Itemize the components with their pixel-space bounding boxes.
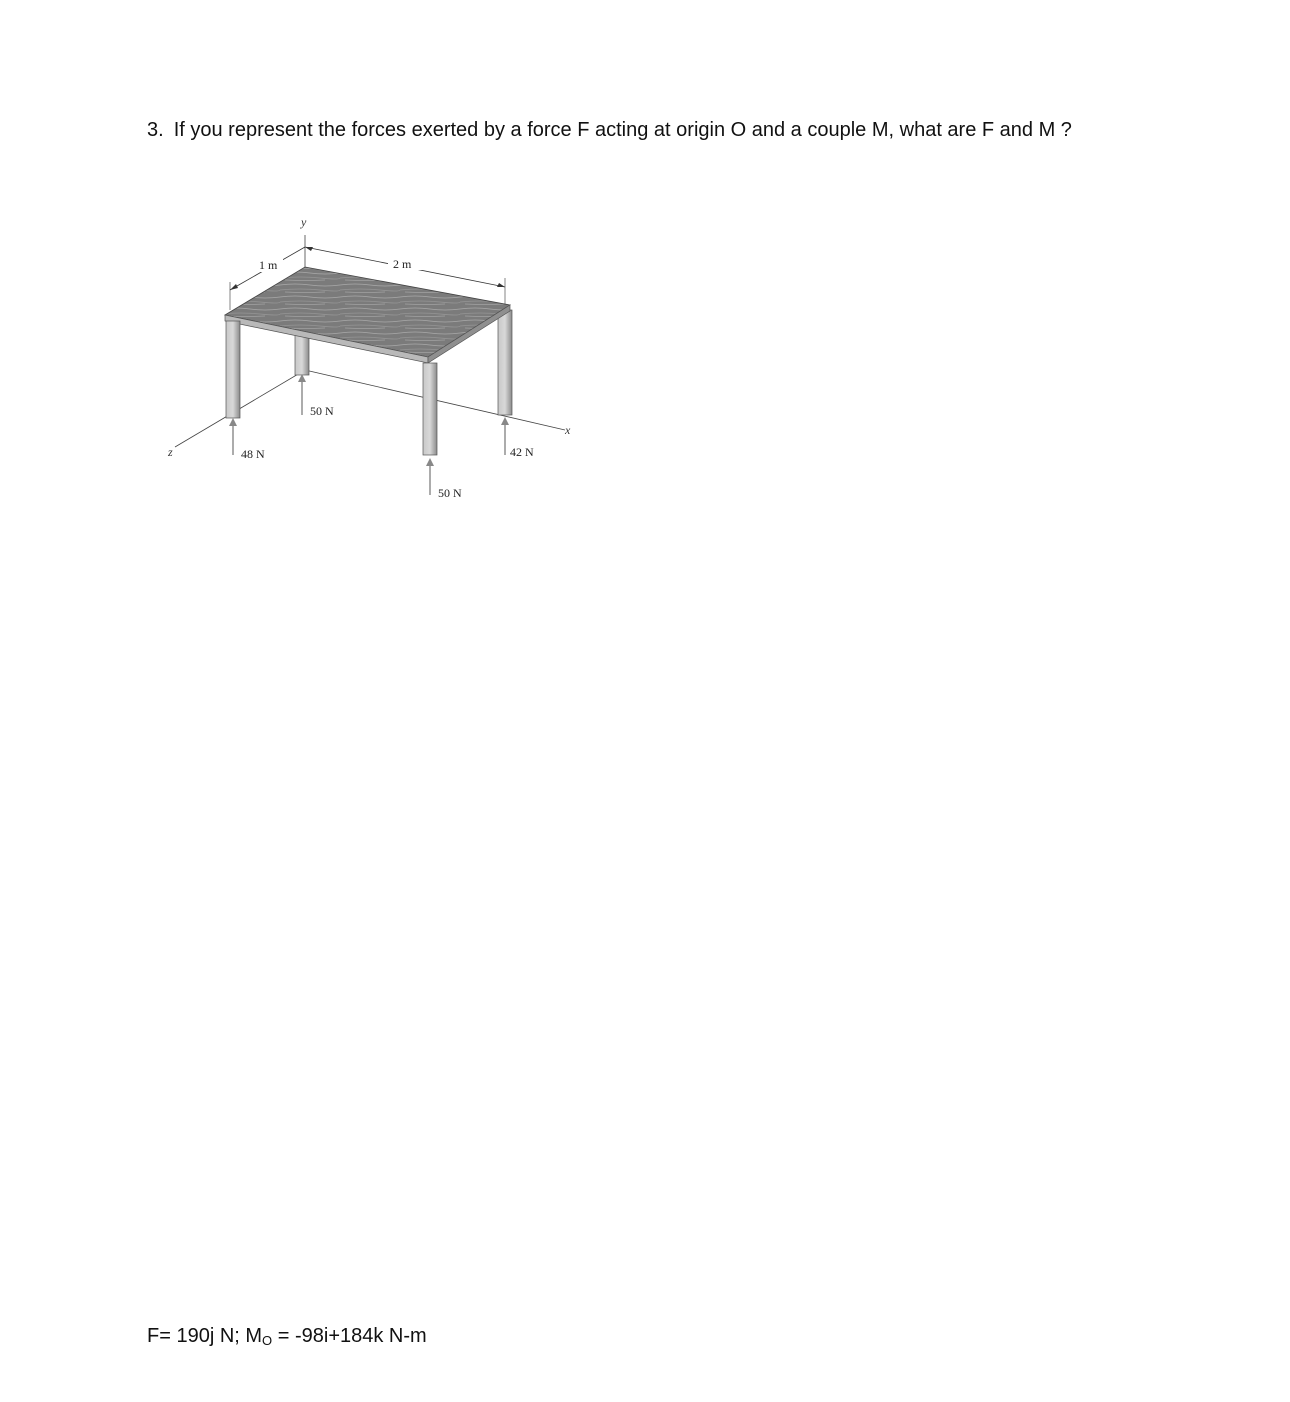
force-arrowhead-42: [501, 417, 509, 425]
question-text: [147, 116, 1072, 144]
table-diagram: [160, 210, 600, 500]
answer-moment: = -98i+184k N-m: [272, 1325, 427, 1347]
question-body: If you represent the forces exerted by a force F acting at origin O and a couple M, what are F and M ?: [173, 119, 1072, 141]
answer-force: F= 190j N; M: [147, 1325, 263, 1347]
force-label-42: 42 N: [510, 445, 534, 459]
back-right-leg: [498, 310, 512, 415]
force-label-50-back: 50 N: [310, 404, 334, 418]
answer-moment-subscript: O: [262, 1333, 273, 1348]
answer-text: [147, 1322, 427, 1355]
dim-arrow-front: [230, 284, 238, 290]
force-arrowhead-48: [229, 418, 237, 426]
width-label: 1 m: [259, 258, 278, 272]
front-right-leg: [423, 363, 437, 455]
dim-arrow-left: [305, 247, 313, 251]
table-top: [225, 267, 510, 357]
length-label: 2 m: [393, 257, 412, 271]
table-figure: [160, 210, 600, 500]
x-axis-label: x: [565, 423, 571, 437]
force-arrowhead-50-front: [426, 458, 434, 466]
question-number: 3.: [147, 119, 164, 141]
dim-arrow-right: [497, 283, 505, 287]
force-label-48: 48 N: [241, 447, 265, 461]
force-label-50-front: 50 N: [438, 486, 462, 500]
z-axis-label: z: [168, 445, 173, 459]
front-left-leg: [226, 321, 240, 418]
y-axis-label: y: [301, 215, 307, 229]
